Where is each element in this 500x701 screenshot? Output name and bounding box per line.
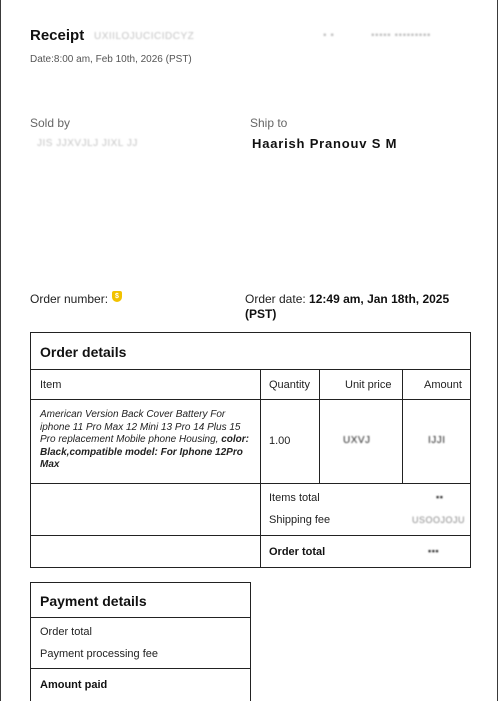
table-divider xyxy=(319,370,320,483)
table-divider xyxy=(31,483,470,484)
receipt-id: UXIILOJUCICIDCYZ xyxy=(94,31,195,42)
order-date-value: 12:49 am, Jan 18th, 2025 (PST) xyxy=(245,292,450,321)
ship-to-name: Haarish Pranouv S M xyxy=(252,136,398,151)
shipping-fee-label: Shipping fee xyxy=(269,514,331,526)
sold-by-label: Sold by xyxy=(30,116,71,130)
item-variant: color: Black,compatible model: For Iphone 12Pro Max xyxy=(40,434,249,470)
table-divider xyxy=(31,668,250,669)
redacted-header-text: ▪▪▪▪▪ ▪▪▪▪▪▪▪▪▪ xyxy=(371,30,431,41)
column-header-quantity: Quantity xyxy=(269,379,310,391)
order-total-value: ▪▪▪ xyxy=(428,546,440,556)
column-header-unit-price: Unit price xyxy=(345,379,392,391)
order-details-header xyxy=(31,333,470,370)
items-total-value: ▪▪ xyxy=(436,492,444,502)
receipt-title: Receipt xyxy=(30,27,85,44)
order-date xyxy=(245,292,465,322)
shield-badge-icon: $ xyxy=(112,291,122,302)
column-header-item: Item xyxy=(40,379,62,391)
item-title: American Version Back Cover Battery For iphone 11 Pro Max 12 Mini 13 Pro 14 Plus 15 Pro replacement Mobile phone Housing, xyxy=(40,409,241,445)
item-unit-price: UXVJ xyxy=(343,435,371,446)
table-divider xyxy=(31,535,470,536)
payment-order-total-label: Order total xyxy=(40,626,92,638)
redacted-header-text: ▪ ▪ xyxy=(323,30,335,41)
items-total-label: Items total xyxy=(269,492,320,504)
table-divider xyxy=(402,370,403,483)
payment-processing-fee-label: Payment processing fee xyxy=(40,648,159,660)
table-divider xyxy=(260,370,261,567)
payment-details-table xyxy=(30,582,251,701)
payment-details-title: Payment details xyxy=(40,593,147,609)
order-date-label: Order date: xyxy=(245,292,306,306)
item-amount: IJJI xyxy=(428,435,446,446)
amount-paid-label: Amount paid xyxy=(40,679,108,691)
order-details-table xyxy=(30,332,471,568)
order-number-label: Order number: xyxy=(30,292,109,306)
ship-to-label: Ship to xyxy=(250,116,288,130)
shipping-fee-value: USOOJOJU xyxy=(412,515,466,525)
order-total-label: Order total xyxy=(269,546,326,558)
table-divider xyxy=(31,399,470,400)
table-divider xyxy=(31,617,250,618)
order-details-title: Order details xyxy=(40,344,127,360)
column-header-amount: Amount xyxy=(424,379,462,391)
item-description xyxy=(40,409,258,472)
item-quantity: 1.00 xyxy=(269,435,291,447)
sold-by-value: JIS JJXVJLJ JIXL JJ xyxy=(37,138,138,149)
receipt-date: Date:8:00 am, Feb 10th, 2026 (PST) xyxy=(30,54,192,65)
